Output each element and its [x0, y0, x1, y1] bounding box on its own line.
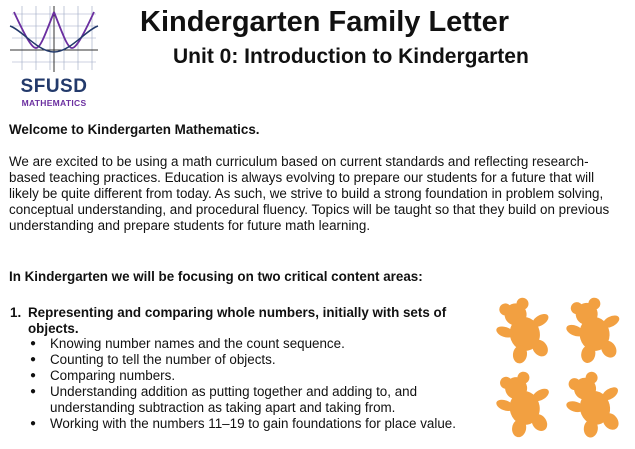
bear-icon [561, 294, 627, 367]
sfusd-logo [8, 4, 100, 106]
teddy-bears-illustration [490, 292, 630, 442]
bear-icon [490, 293, 559, 369]
list-item: ● Working with the numbers 11–19 to gain foundations for place value. [28, 416, 488, 432]
page-subtitle: Unit 0: Introduction to Kindergarten [173, 45, 529, 68]
bear-icon [558, 366, 630, 442]
item-number: 1. [10, 305, 22, 320]
logo-title: SFUSD [20, 76, 88, 97]
focus-heading: In Kindergarten we will be focusing on two critical content areas: [9, 269, 423, 284]
bear-icon [490, 368, 558, 442]
topic-list [28, 336, 488, 432]
graph-icon [8, 4, 100, 74]
welcome-heading: Welcome to Kindergarten Mathematics. [9, 122, 260, 137]
list-item: ● Counting to tell the number of objects. [28, 352, 488, 368]
intro-paragraph: We are excited to be using a math curriculum based on current standards and reflecting research-based teaching practices. Education is always evolving to prepare our students for a future that will likely be quite different from today. As such, we strive to build a strong foundation in problem solving, conceptual understanding, and procedural fluency. Topics will be taught so that they build on previous understanding and prepare students for future math learning. [9, 154, 610, 233]
list-item: ● Understanding addition as putting together and adding to, and understanding subtraction as taking apart and taking from. [28, 384, 488, 416]
page-title: Kindergarten Family Letter [140, 6, 510, 38]
list-item: ● Comparing numbers. [28, 368, 488, 384]
list-item: ● Knowing number names and the count sequence. [28, 336, 488, 352]
logo-subtitle: MATHEMATICS [21, 98, 87, 108]
item-title: Representing and comparing whole numbers, initially with sets of objects. [28, 305, 447, 336]
